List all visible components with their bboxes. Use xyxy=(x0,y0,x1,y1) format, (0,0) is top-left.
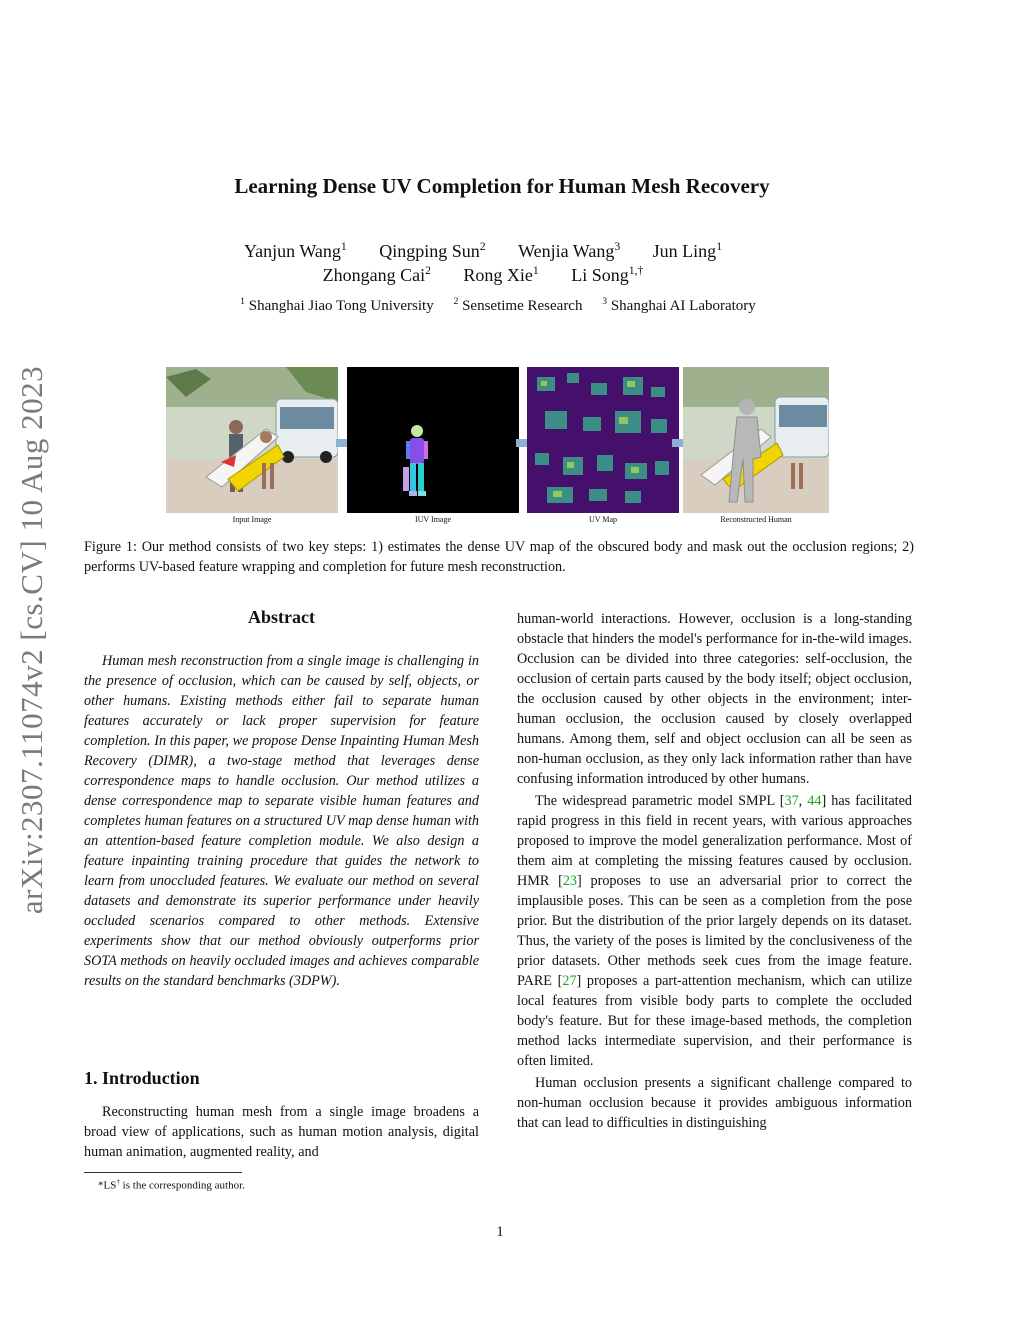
abstract-body xyxy=(84,651,479,991)
author: Li Song$^{1,\dagger}$ xyxy=(571,264,644,285)
introduction-body xyxy=(84,1102,479,1162)
author: Yanjun Wang$^1$ xyxy=(243,240,347,261)
author-line-1 xyxy=(0,240,966,262)
abstract-heading: Abstract xyxy=(248,607,315,627)
abstract-text: Human mesh reconstruction from a single image is challenging in the presence of occlusion, which can be caused by self, objects, or other humans. Existing methods either fail to separate human features accurately or lack proper supervision for feature completion. In this paper, we propose Dense Inpainting Human Mesh Recovery (DIMR), a two-stage method that leverages dense correspondence maps to handle occlusion. Our method utilizes a dense correspondence map to separate visible human features and completes human features on a structured UV map dense human with an attention-based feature completion module. We also design a feature inpainting training procedure that guides the network to learn from unoccluded features. We evaluate our method on several datasets and demonstrate its superior performance under heavily occluded scenarios compared to other methods. Extensive experiments show that our method obviously outperforms prior SOTA methods on heavily occluded images and achieves comparable results on the standard benchmarks (3DPW). xyxy=(84,653,479,989)
introduction-heading: 1. Introduction xyxy=(84,1068,200,1088)
panel-label: IUV Image xyxy=(414,515,452,524)
author: Zhongang Cai$^2$ xyxy=(322,264,431,285)
affiliations xyxy=(0,296,996,315)
author-line-2 xyxy=(0,264,966,286)
figure-panel-uv-map xyxy=(527,367,679,513)
paragraph: The widespread parametric model SMPL [37, 44] has facilitated rapid progress in this field in recent years, with various approaches proposed to improve the model generalization performance. Most of them aim at completing the missing features caused by occlusion. HMR [23] proposes to use an adversarial prior to correct the implausible poses. This can be seen as a completion from the pose prior. But the distribution of the prior largely depends on its dataset. Thus, the variety of the poses is limited by the conclusiveness of the prior datasets. Other methods seek cues from the image feature. PARE [27] proposes a part-attention mechanism, which can utilize local features from visible body parts to complete the occluded body's feature. But for these image-based methods, the completion method lacks intermediate supervision, and their performance is often limited. xyxy=(517,793,913,1069)
footnote: *LS† is the corresponding author. xyxy=(98,1178,245,1192)
figure-panel-iuv-image xyxy=(347,367,519,513)
figure-panel-reconstructed-human xyxy=(683,367,829,513)
figure-panel-input-image xyxy=(166,367,338,513)
affiliation: $^2$ Sensetime Research xyxy=(453,296,583,314)
introduction-text: Reconstructing human mesh from a single image broadens a broad view of applications, such as human motion analysis, digital human animation, augmented reality, and xyxy=(84,1104,479,1160)
footnote-rule xyxy=(84,1172,242,1173)
paragraph: human-world interactions. However, occlusion is a long-standing obstacle that hinders the model's performance for in-the-wild images. Occlusion can be divided into three categories: self-occlusion, the occlusion of certain parts caused by the body itself; object occlusion, the occlusion caused by other objects in the environment; inter-human occlusion, the occlusion caused by closely overlapped humans. Among them, self and object occlusion can all be seen as non-human occlusion, as they only lack information rather than have confusing information introduced by other humans. xyxy=(517,611,912,787)
citation-link[interactable]: 37 xyxy=(784,793,799,809)
right-column xyxy=(517,609,912,1133)
author: Rong Xie$^1$ xyxy=(463,264,539,285)
citation-link[interactable]: 27 xyxy=(562,973,577,989)
figure-caption: Figure 1: Our method consists of two key steps: 1) estimates the dense UV map of the obscured body and mask out the occlusion regions; 2) performs UV-based feature wrapping and completion for future mesh reconstruction. xyxy=(84,539,914,575)
arxiv-stamp-text: arXiv:2307.11074v2 [cs.CV] 10 Aug 2023 xyxy=(14,365,49,915)
page-number: 1 xyxy=(496,1224,504,1240)
author: Wenjia Wang$^3$ xyxy=(518,240,621,261)
panel-label: UV Map xyxy=(588,515,618,524)
paper-title: Learning Dense UV Completion for Human Mesh Recovery xyxy=(234,174,770,198)
citation-link[interactable]: 44 xyxy=(807,793,822,809)
panel-label: Reconstructed Human xyxy=(720,515,792,524)
author: Jun Ling$^1$ xyxy=(652,240,723,261)
author: Qingping Sun$^2$ xyxy=(379,240,486,261)
arxiv-stamp xyxy=(2,330,62,950)
citation-link[interactable]: 23 xyxy=(562,873,578,889)
panel-label: Input Image xyxy=(232,515,272,524)
affiliation: $^3$ Shanghai AI Laboratory xyxy=(602,296,756,314)
affiliation: $^1$ Shanghai Jiao Tong University xyxy=(240,296,434,314)
paragraph: Human occlusion presents a significant challenge compared to non-human occlusion because it provides ambiguous information that can lead to difficulties in distinguishing xyxy=(517,1075,912,1131)
